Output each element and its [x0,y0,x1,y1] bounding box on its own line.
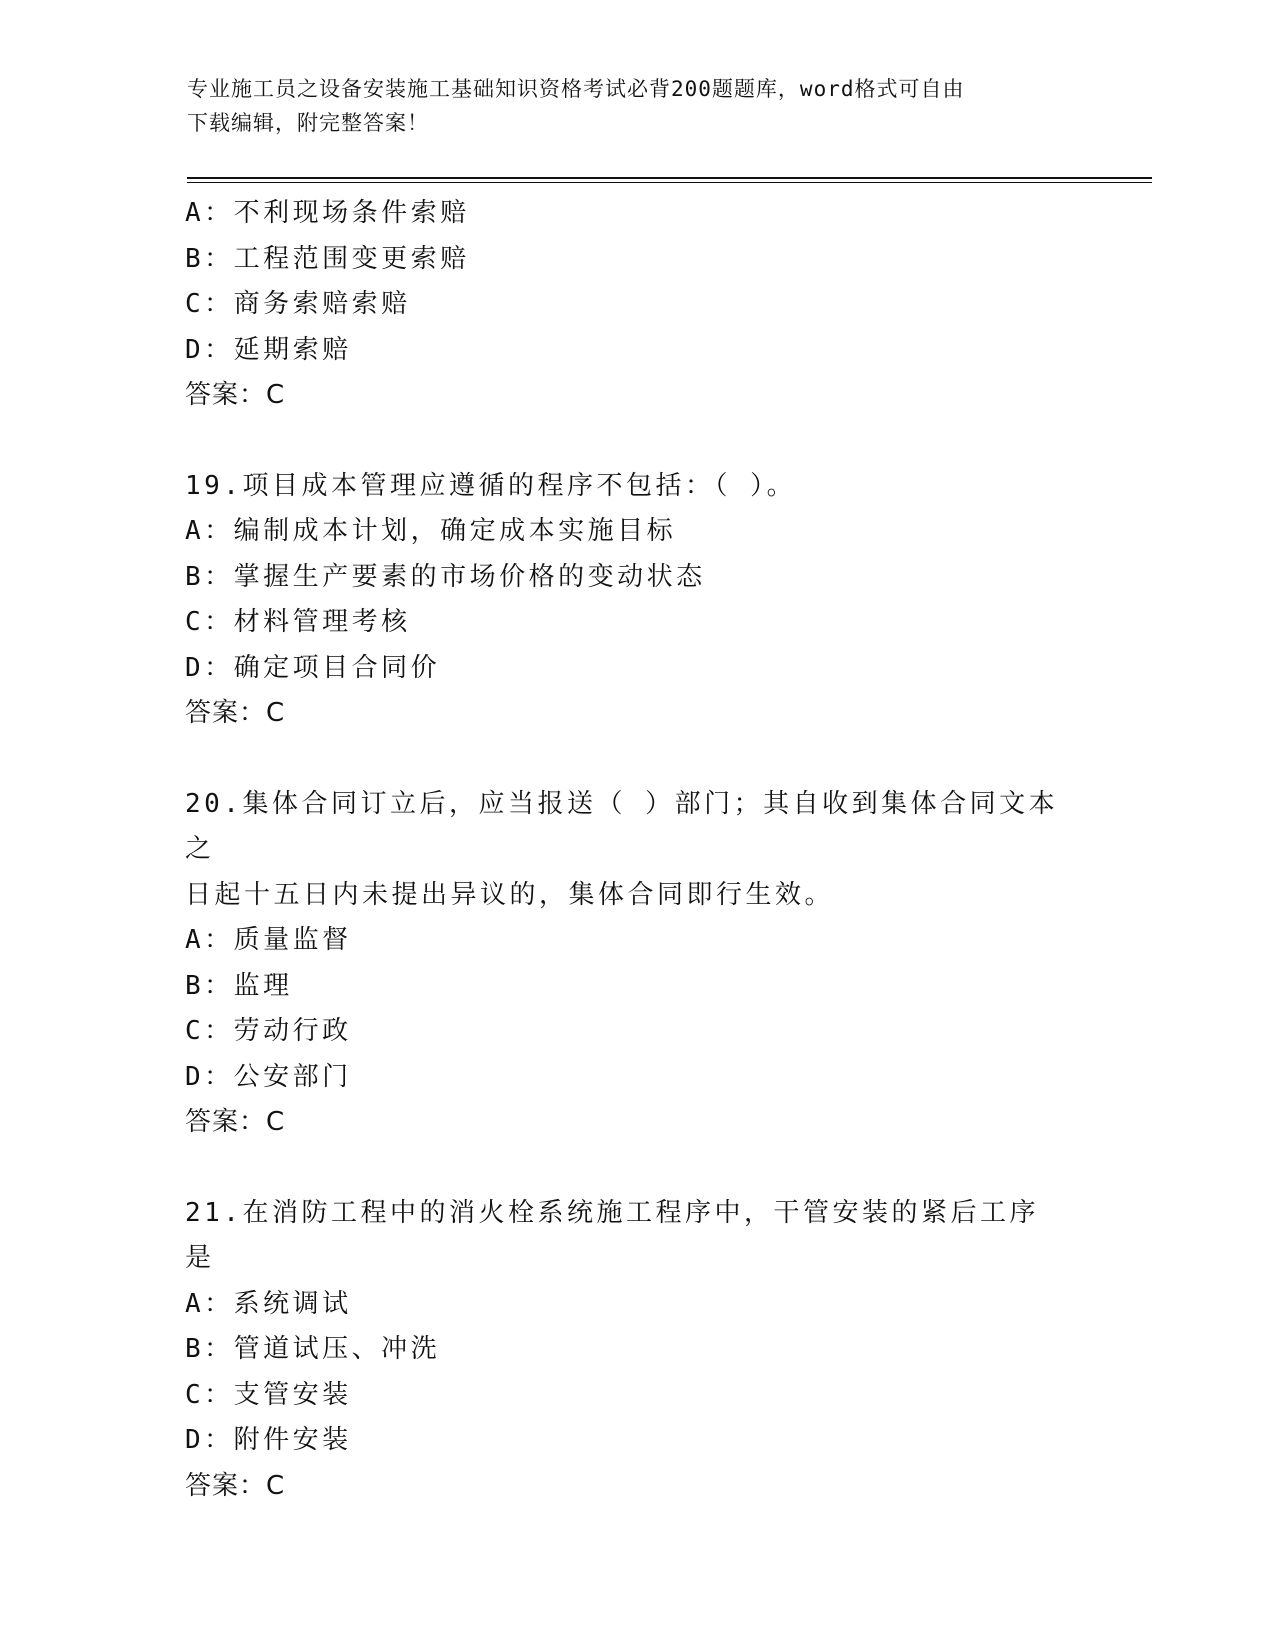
option-b: B：监理 [185,970,293,1001]
option-d: D：延期索赔 [185,334,352,365]
answer: 答案：C [185,380,286,410]
option-c: C：商务索赔索赔 [185,289,411,319]
question-block-21 [185,1191,1065,1510]
spacer [185,1146,1065,1191]
option-b: B：管道试压、冲洗 [185,1334,441,1364]
option-b: B：工程范围变更索赔 [185,243,470,274]
spacer [185,419,1065,464]
answer: 答案：C [185,1470,286,1501]
question-list [185,191,1065,1509]
option-b: B：掌握生产要素的市场价格的变动状态 [185,561,706,592]
question-text: 19.项目成本管理应遵循的程序不包括：（ ）。 [185,470,797,501]
option-c: C：支管安装 [185,1379,352,1410]
header-rule-thick [187,177,1152,179]
document-header [187,72,1067,140]
option-d: D：确定项目合同价 [185,652,441,683]
question-text-line-2: 日起十五日内未提出异议的，集体合同即行生效。 [185,879,835,910]
answer: 答案：C [185,1107,286,1137]
header-rule-thin [187,182,1152,183]
option-d: D：附件安装 [185,1425,352,1455]
question-text: 21.在消防工程中的消火栓系统施工程序中，干管安装的紧后工序是 [185,1197,1039,1273]
option-a: A：编制成本计划，确定成本实施目标 [185,516,677,546]
option-a: A：质量监督 [185,925,352,955]
option-d: D：公安部门 [185,1061,352,1092]
option-c: C：材料管理考核 [185,607,411,637]
header-line-1: 专业施工员之设备安装施工基础知识资格考试必背200题题库，word格式可自由 [187,77,965,101]
answer: 答案：C [185,698,286,728]
question-block-19 [185,464,1065,737]
question-block-18 [185,191,1065,419]
option-c: C：劳动行政 [185,1016,352,1046]
question-text-line-1: 20.集体合同订立后，应当报送（ ）部门；其自收到集体合同文本之 [185,788,1059,864]
question-block-20 [185,782,1065,1146]
option-a: A：系统调试 [185,1288,352,1319]
header-line-2: 下载编辑，附完整答案！ [187,111,429,135]
spacer [185,737,1065,782]
option-a: A：不利现场条件索赔 [185,198,470,228]
